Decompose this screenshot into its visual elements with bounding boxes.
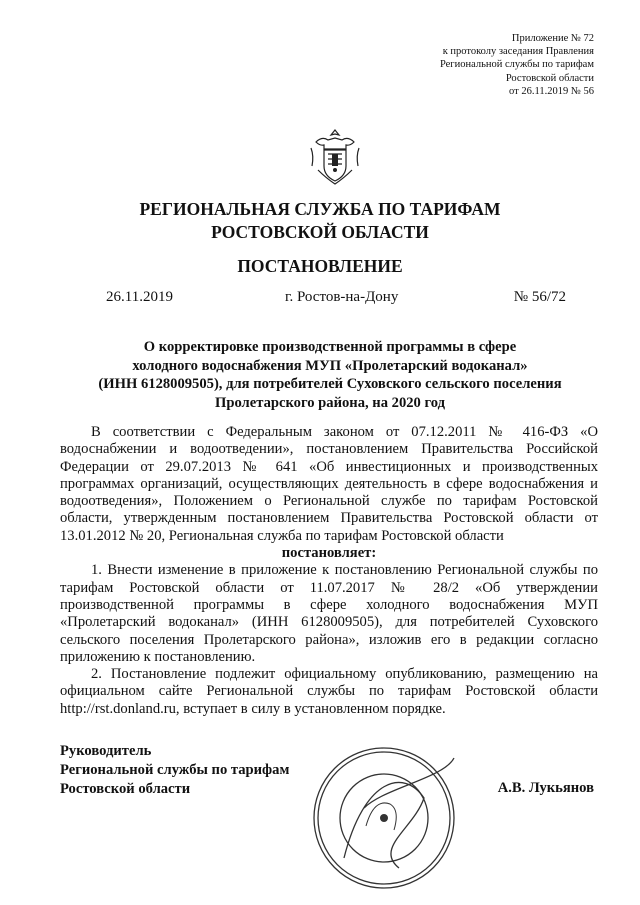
document-date: 26.11.2019	[106, 289, 173, 305]
annex-line: Ростовской области	[505, 72, 594, 84]
coat-of-arms-icon	[306, 126, 364, 188]
document-number: № 56/72	[513, 289, 566, 305]
annex-note	[440, 32, 594, 98]
organization-line: РОСТОВСКОЙ ОБЛАСТИ	[211, 222, 429, 242]
subject-line: Пролетарского района, на 2020 год	[214, 394, 446, 411]
subject-line: О корректировке производственной программы в сфере	[143, 339, 517, 355]
subject-line: холодного водоснабжения МУП «Пролетарский водоканал»	[132, 357, 528, 374]
signer-title-line: Руководитель	[60, 743, 152, 759]
signer-title-line: Региональной службы по тарифам	[60, 762, 290, 778]
document-subject	[60, 338, 600, 412]
signer-title	[60, 742, 289, 799]
document-city: г. Ростов-на-Дону	[285, 289, 399, 305]
signer-name: А.В. Лукьянов	[497, 780, 594, 796]
annex-line: от 26.11.2019 № 56	[509, 85, 594, 97]
annex-line: Приложение № 72	[511, 33, 594, 44]
preamble-paragraph: В соответствии с Федеральным законом от 07.12.2011 № 416-ФЗ «О водоснабжении и водоотведении», постановлением Правительства Российской Федерации от 29.07.2013 № 641 «Об инвестиционных и производственных программах организаций, осуществляющих деятельность в сфере водоснабжения и водоотведения», Положением о Региональной службе по тарифам Ростовской области, утвержденным постановлением Правительства Ростовской области от 13.01.2012 № 20, Региональная служба по тарифам Ростовской области	[60, 424, 598, 544]
annex-line: Региональной службы по тарифам	[439, 59, 594, 71]
signer-title-line: Ростовской области	[60, 781, 191, 797]
annex-line: к протоколу заседания Правления	[442, 46, 594, 58]
document-type: ПОСТАНОВЛЕНИЕ	[237, 256, 403, 276]
official-seal	[304, 738, 464, 898]
item-paragraph: 2. Постановление подлежит официальному опубликованию, размещению на официальном сайте Региональной службы по тарифам Ростовской области http://rst.donland.ru, вступает в силу в установленном порядке.	[60, 666, 598, 717]
item-paragraph: 1. Внести изменение в приложение к постановлению Региональной службы по тарифам Ростовской области от 11.07.2017 № 28/2 «Об утверждении производственной программы в сфере холодного водоснабжения МУП «Пролетарский водоканал» (ИНН 6128009505), для потребителей Суховского сельского поселения Пролетарского района», изложив его в редакции согласно приложению к постановлению.	[60, 562, 598, 665]
subject-line: (ИНН 6128009505), для потребителей Суховского сельского поселения	[98, 376, 562, 392]
organization-name	[0, 198, 640, 244]
document-body	[60, 424, 598, 718]
organization-line: РЕГИОНАЛЬНАЯ СЛУЖБА ПО ТАРИФАМ	[139, 199, 501, 219]
decree-word: постановляет:	[281, 545, 377, 562]
